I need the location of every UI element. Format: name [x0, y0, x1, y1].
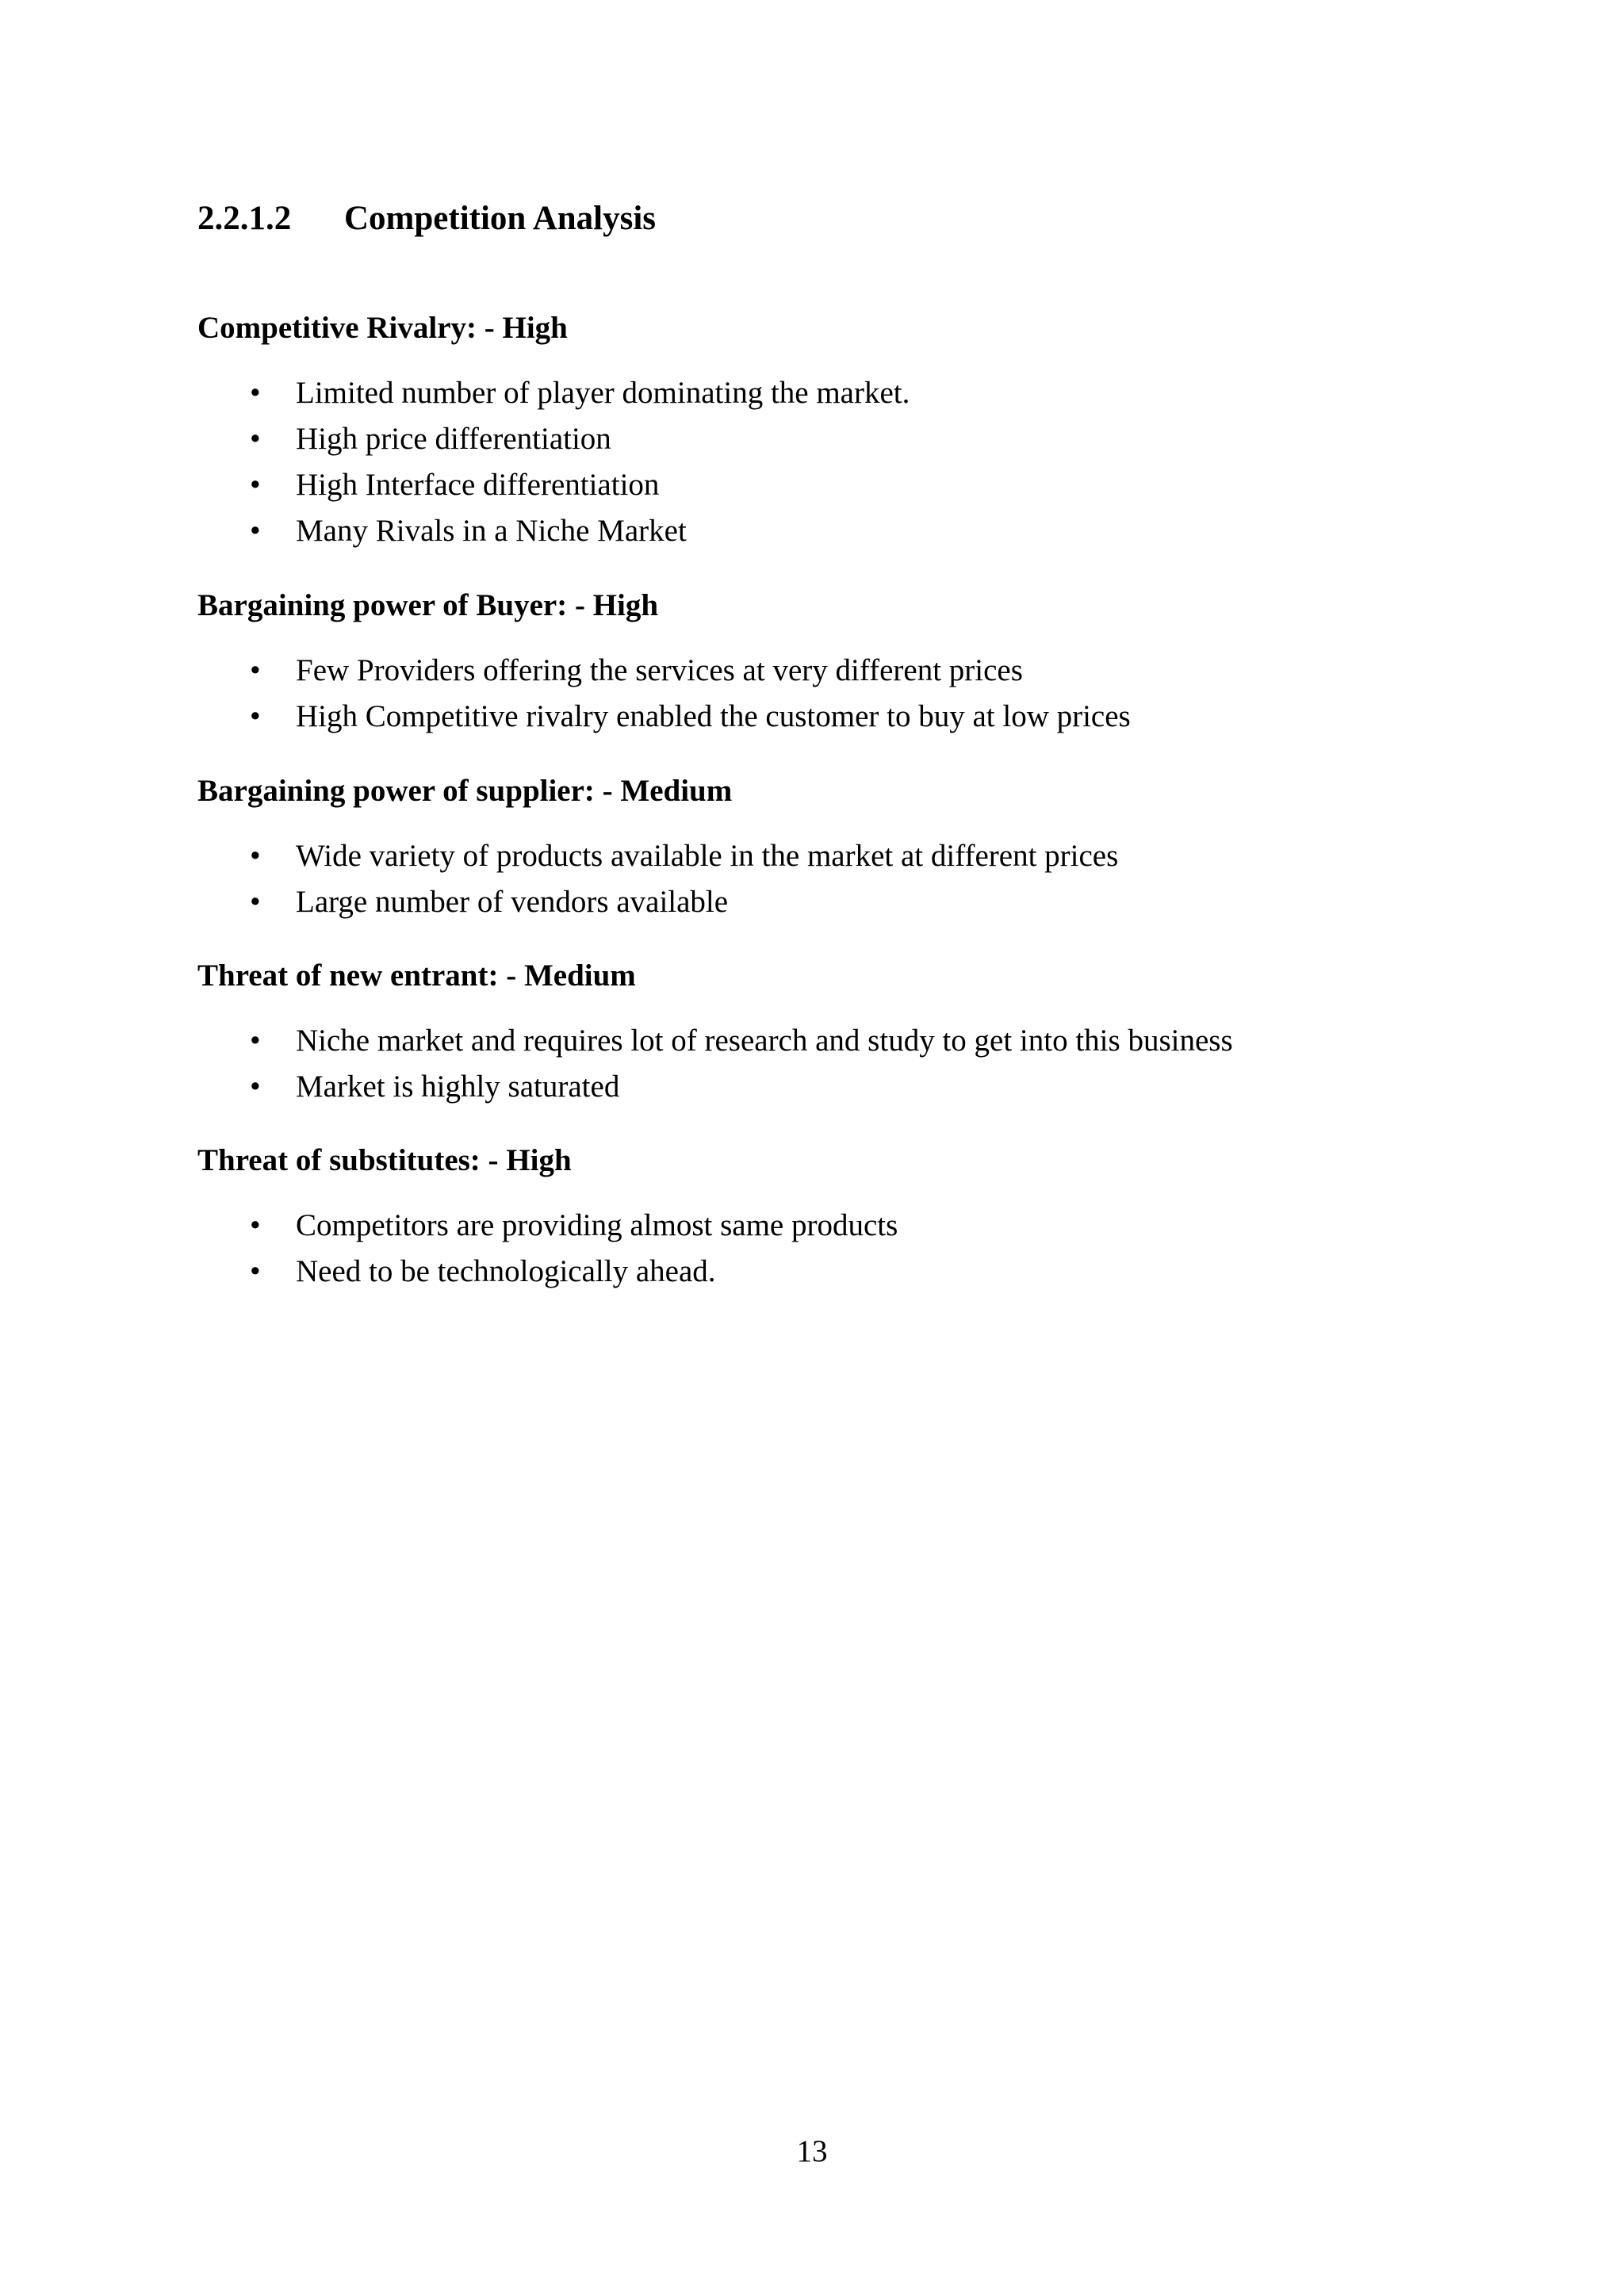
block-heading: Bargaining power of supplier: - Medium — [197, 774, 733, 808]
bullet-icon: • — [250, 468, 261, 502]
section-title: Competition Analysis — [344, 200, 657, 237]
bullet-icon: • — [250, 514, 261, 548]
block-heading: Threat of substitutes: - High — [197, 1143, 572, 1177]
bullet-icon: • — [250, 422, 261, 456]
substitutes-block — [197, 1140, 898, 1295]
list-item: • Wide variety of products available in the market at different prices — [197, 833, 1118, 879]
bullet-list — [197, 833, 1118, 925]
list-item: • Many Rivals in a Niche Market — [197, 508, 910, 554]
bullet-list — [197, 1203, 898, 1295]
list-item: • Competitors are providing almost same products — [197, 1203, 898, 1249]
bullet-icon: • — [250, 1208, 261, 1242]
list-item: • Niche market and requires lot of research and study to get into this business — [197, 1018, 1233, 1064]
bullet-icon: • — [250, 376, 261, 410]
bullet-icon: • — [250, 885, 261, 919]
bullet-icon: • — [250, 699, 261, 733]
new-entrant-block — [197, 955, 1233, 1110]
buyer-power-block — [197, 585, 1131, 740]
list-item: • Market is highly saturated — [197, 1064, 1233, 1110]
supplier-power-block — [197, 771, 1118, 925]
bullet-icon: • — [250, 1070, 261, 1104]
list-item: • Few Providers offering the services at very different prices — [197, 648, 1131, 694]
bullet-list — [197, 648, 1131, 740]
list-item: • High Interface differentiation — [197, 462, 910, 508]
bullet-icon: • — [250, 839, 261, 873]
list-item: • Need to be technologically ahead. — [197, 1249, 898, 1295]
bullet-icon: • — [250, 1024, 261, 1058]
list-item: • Limited number of player dominating the market. — [197, 370, 910, 416]
bullet-list — [197, 1018, 1233, 1110]
bullet-icon: • — [250, 1254, 261, 1288]
bullet-icon: • — [250, 653, 261, 687]
list-item: • High price differentiation — [197, 416, 910, 462]
list-item: • High Competitive rivalry enabled the customer to buy at low prices — [197, 694, 1131, 740]
block-heading: Bargaining power of Buyer: - High — [197, 588, 659, 622]
block-heading: Competitive Rivalry: - High — [197, 311, 568, 345]
competitive-rivalry-block — [197, 308, 910, 554]
page-number: 13 — [796, 2134, 828, 2168]
section-heading — [197, 197, 656, 241]
bullet-list — [197, 370, 910, 554]
section-number: 2.2.1.2 — [197, 200, 292, 237]
list-item: • Large number of vendors available — [197, 879, 1118, 925]
block-heading: Threat of new entrant: - Medium — [197, 959, 636, 993]
